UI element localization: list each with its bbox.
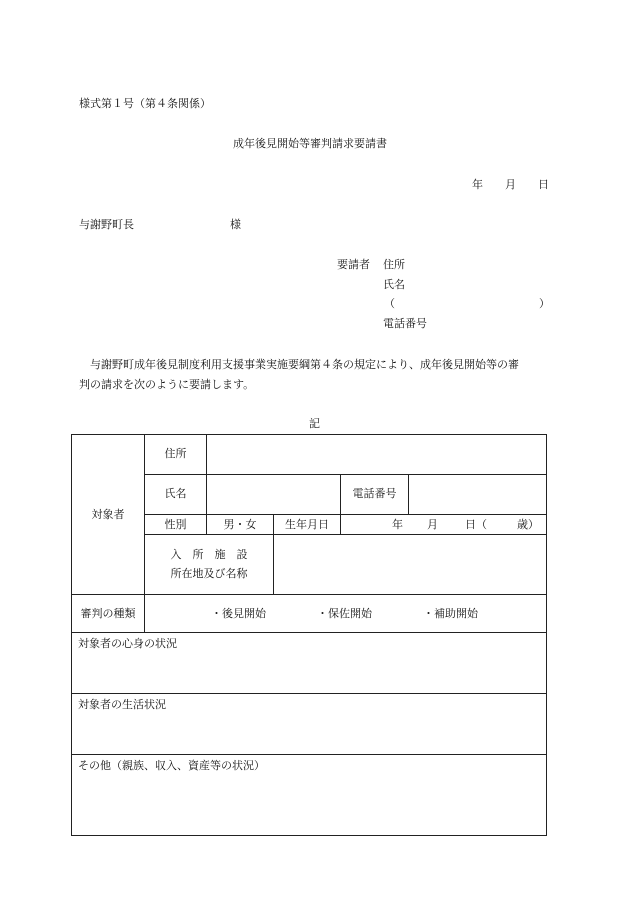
requester-name-label: 氏名 <box>383 278 405 291</box>
judgment-type-label: 審判の種類 <box>80 606 136 620</box>
mental-state-label: 対象者の心身の状況 <box>78 637 177 651</box>
address-value-cell[interactable] <box>207 435 547 475</box>
addressee: 与謝野町長 <box>79 218 134 231</box>
subject-label: 対象者 <box>91 507 125 521</box>
address-label-cell <box>145 435 207 475</box>
name-label: 氏名 <box>164 487 187 501</box>
living-state-label: 対象者の生活状況 <box>78 697 166 711</box>
phone-label: 電話番号 <box>352 487 397 501</box>
date-day-label: 日 <box>538 178 549 191</box>
paren-open: （ <box>384 297 395 310</box>
sex-label-cell <box>145 515 207 535</box>
requester-address-label: 住所 <box>383 258 405 271</box>
form-number: 様式第１号（第４条関係） <box>79 97 211 110</box>
paren-close: ） <box>539 297 550 310</box>
phone-label-cell <box>341 475 409 515</box>
judgment-type-options-cell[interactable] <box>145 595 547 633</box>
ki-label: 記 <box>309 417 320 430</box>
date-month-label: 月 <box>505 178 516 191</box>
request-form-table <box>71 434 547 836</box>
body-text-line1: 与謝野町成年後見制度利用支援事業実施要綱第４条の規定により、成年後見開始等の審 <box>90 358 519 371</box>
document-title: 成年後見開始等審判請求要請書 <box>233 137 387 150</box>
sex-label: 性別 <box>164 517 187 531</box>
requester-label: 要請者 <box>337 258 370 271</box>
birthdate-label-cell <box>274 515 341 535</box>
facility-label-line1: 入 所 施 設 <box>170 548 248 561</box>
birthdate-label: 生年月日 <box>285 517 329 531</box>
body-text-line2: 判の請求を次のように要請します。 <box>79 378 255 391</box>
birth-month-label: 月 <box>427 517 438 531</box>
birth-year-label: 年 <box>392 517 403 531</box>
option-guardianship-start[interactable]: ・後見開始 <box>211 606 266 620</box>
option-curatorship-start[interactable]: ・保佐開始 <box>317 606 372 620</box>
facility-value-cell[interactable] <box>274 535 547 595</box>
age-label: 歳） <box>517 517 539 531</box>
sex-options-cell[interactable] <box>207 515 274 535</box>
other-info-cell[interactable] <box>72 754 547 835</box>
address-label: 住所 <box>164 447 187 461</box>
judgment-type-label-cell <box>72 595 145 633</box>
subject-label-cell <box>72 435 145 595</box>
facility-label-cell <box>145 535 274 595</box>
name-value-cell[interactable] <box>207 475 341 515</box>
other-info-label: その他（親族、収入、資産等の状況） <box>78 758 265 772</box>
date-year-label: 年 <box>472 178 483 191</box>
requester-phone-label: 電話番号 <box>383 317 427 330</box>
mental-state-cell[interactable] <box>72 633 547 693</box>
living-state-cell[interactable] <box>72 693 547 754</box>
name-label-cell <box>145 475 207 515</box>
birth-day-label: 日（ <box>465 517 487 531</box>
option-assistance-start[interactable]: ・補助開始 <box>423 606 478 620</box>
birthdate-value-cell[interactable] <box>341 515 547 535</box>
phone-value-cell[interactable] <box>409 475 547 515</box>
sex-options: 男・女 <box>223 517 257 531</box>
facility-label-line2: 所在地及び名称 <box>170 567 248 581</box>
honorific: 様 <box>230 218 241 231</box>
